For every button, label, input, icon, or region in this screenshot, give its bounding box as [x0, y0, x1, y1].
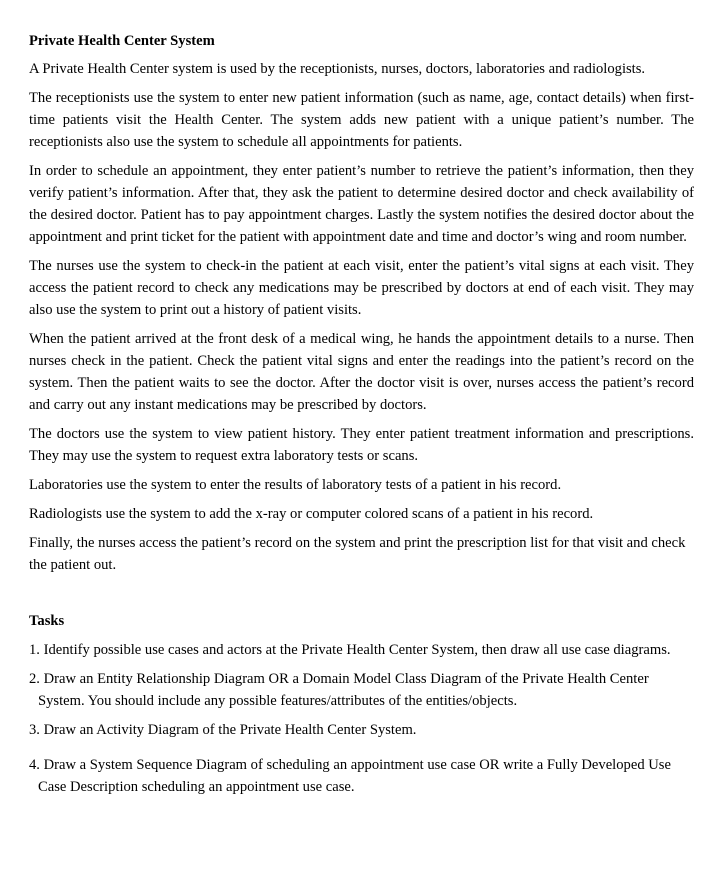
task-item-3: 3. Draw an Activity Diagram of the Private Health Center System. [29, 722, 417, 738]
paragraph-intro: A Private Health Center system is used by the receptionists, nurses, doctors, laboratories and radiologists. [29, 61, 646, 77]
document [29, 30, 694, 805]
paragraph-patient-arrival: When the patient arrived at the front desk of a medical wing, he hands the appointment details to a nurse. Then nurses check in the patient. Check the patient vital signs and enter the readings into the patient’s record on the system. Then the patient waits to see the doctor. After the doctor visit is over, nurses access the patient’s record and carry out any instant medications may be prescribed by doctors. [29, 331, 694, 413]
paragraph-scheduling: In order to schedule an appointment, they enter patient’s number to retrieve the patient’s information, then they verify patient’s information. After that, they ask the patient to determine desired doctor and check availability of the desired doctor. Patient has to pay appointment charges. Lastly the system notifies the desired doctor about the appointment and print ticket for the patient with appointment date and time and doctor’s wing and room number. [29, 163, 694, 245]
paragraph-radiologists: Radiologists use the system to add the x-ray or computer colored scans of a patient in his record. [29, 506, 594, 522]
paragraph-checkout: Finally, the nurses access the patient’s record on the system and print the prescription list for that visit and check the patient out. [29, 535, 686, 573]
paragraph-receptionists: The receptionists use the system to enter new patient information (such as name, age, contact details) when first-time patients visit the Health Center. The system adds new patient with a unique patient’s number. The receptionists also use the system to schedule all appointments for patients. [29, 90, 694, 150]
tasks-heading: Tasks [29, 613, 65, 629]
paragraph-laboratories: Laboratories use the system to enter the results of laboratory tests of a patient in his record. [29, 477, 562, 493]
document-title: Private Health Center System [29, 33, 215, 49]
paragraph-doctors: The doctors use the system to view patient history. They enter patient treatment information and prescriptions. They may use the system to request extra laboratory tests or scans. [29, 426, 694, 464]
task-item-1: 1. Identify possible use cases and actors at the Private Health Center System, then draw all use case diagrams. [29, 642, 671, 658]
paragraph-nurses: The nurses use the system to check-in the patient at each visit, enter the patient’s vital signs at each visit. They access the patient record to check any medications may be prescribed by doctors at end of each visit. They may also use the system to print out a history of patient visits. [29, 258, 694, 318]
task-item-2: 2. Draw an Entity Relationship Diagram OR a Domain Model Class Diagram of the Private Health Center System. You should include any possible features/attributes of the entities/objects. [29, 671, 649, 709]
task-item-4: 4. Draw a System Sequence Diagram of scheduling an appointment use case OR write a Fully Developed Use Case Description scheduling an appointment use case. [29, 757, 671, 795]
